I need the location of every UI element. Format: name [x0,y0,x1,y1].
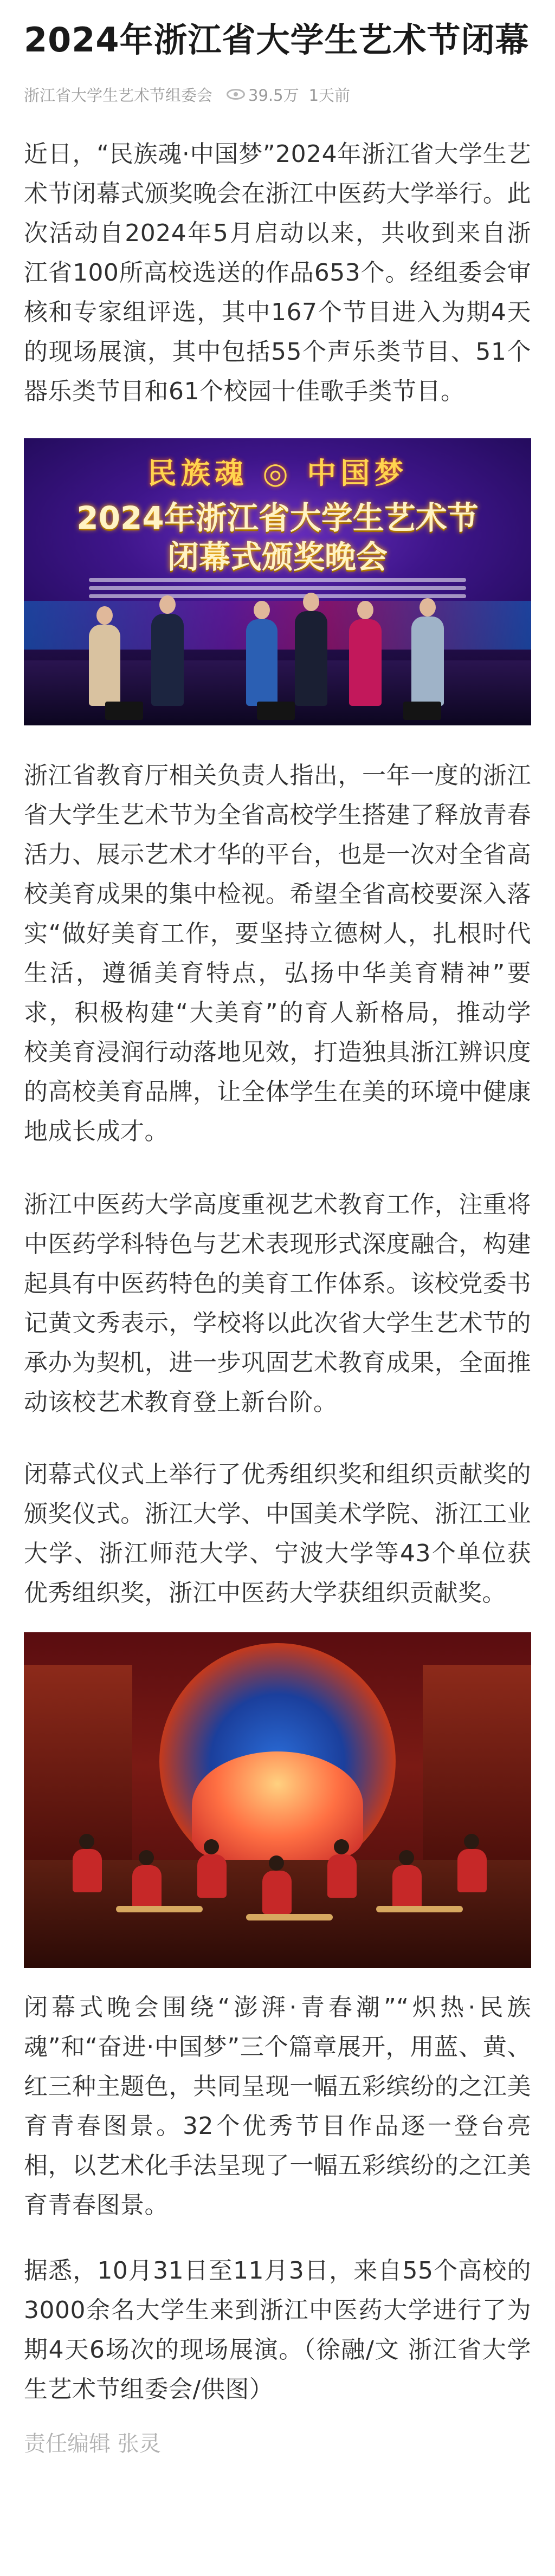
article-meta [24,83,531,105]
paragraph-6: 据悉，10月31日至11月3日，来自55个高校的3000余名大学生来到浙江中医药大学进行了为期4天6场次的现场展演。（徐融/文 浙江省大学生艺术节组委会/供图） [24,2257,531,2403]
publish-time: 1天前 [308,86,351,105]
screen-credits [89,578,466,600]
article-source[interactable]: 浙江省大学生艺术节组委会 [24,86,213,105]
eye-icon [227,89,245,100]
orchestra-performance-photo[interactable] [24,1632,531,1968]
view-count-value: 39.5万 [248,86,299,105]
paragraph-4: 闭幕式仪式上举行了优秀组织奖和组织贡献奖的颁奖仪式。浙江大学、中国美术学院、浙江工业大学、浙江师范大学、宁波大学等43个单位获优秀组织奖，浙江中医药大学获组织贡献奖。 [24,1461,531,1607]
host-figure [411,617,444,706]
screen-banner-line-1: 2024年浙江省大学生艺术节 [76,499,479,536]
paragraph-5: 闭幕式晚会围绕“澎湃·青春潮”“炽热·民族魂”和“奋进·中国梦”三个篇章展开，用蓝、黄、红三种主题色，共同呈现一幅五彩缤纷的之江美育青春图景。32个优秀节目作品逐一登台亮相，以艺术化手法呈现了一幅五彩缤纷的之江美育青春图景。 [24,1994,531,2219]
paragraph-3: 浙江中医药大学高度重视艺术教育工作，注重将中医药学科特色与艺术表现形式深度融合，构建起具有中医药特色的美育工作体系。该校党委书记黄文秀表示，学校将以此次省大学生艺术节的承办为契机，进一步巩固艺术教育成果，全面推动该校艺术教育登上新台阶。 [24,1191,531,1416]
host-figure [295,611,327,706]
screen-slogan: 民族魂 ◎ 中国梦 [147,456,408,490]
host-figure [349,619,382,706]
stage-left-set [24,1665,132,1871]
paragraph-1: 近日，“民族魂·中国梦”2024年浙江省大学生艺术节闭幕式颁奖晚会在浙江中医药大学举行。此次活动自2024年5月启动以来，共收到来自浙江省100所高校选送的作品653个。经组委会审核和专家组评选，其中167个节目进入为期4天的现场展演，其中包括55个声乐类节目、51个器乐类节目和61个校园十佳歌手类节目。 [24,140,531,405]
host-figure [151,614,184,706]
screen-banner-line-2: 闭幕式颁奖晚会 [167,538,388,575]
view-count [227,83,299,106]
ceremony-stage-photo[interactable] [24,438,531,725]
paragraph-2: 浙江省教育厅相关负责人指出，一年一度的浙江省大学生艺术节为全省高校学生搭建了释放青春活力、展示艺术才华的平台，也是一次对全省高校美育成果的集中检视。希望全省高校要深入落实“做好美育工作，要坚持立德树人，扎根时代生活，遵循美育特点，弘扬中华美育精神”要求，积极构建“大美育”的育人新格局，推动学校美育浸润行动落地见效，打造独具浙江辨识度的高校美育品牌，让全体学生在美的环境中健康地成长成才。 [24,762,531,1145]
host-figure [246,619,278,706]
article-title: 2024年浙江省大学生艺术节闭幕 [24,20,530,60]
responsible-editor: 责任编辑 张灵 [24,2431,161,2456]
host-figure [89,625,120,706]
